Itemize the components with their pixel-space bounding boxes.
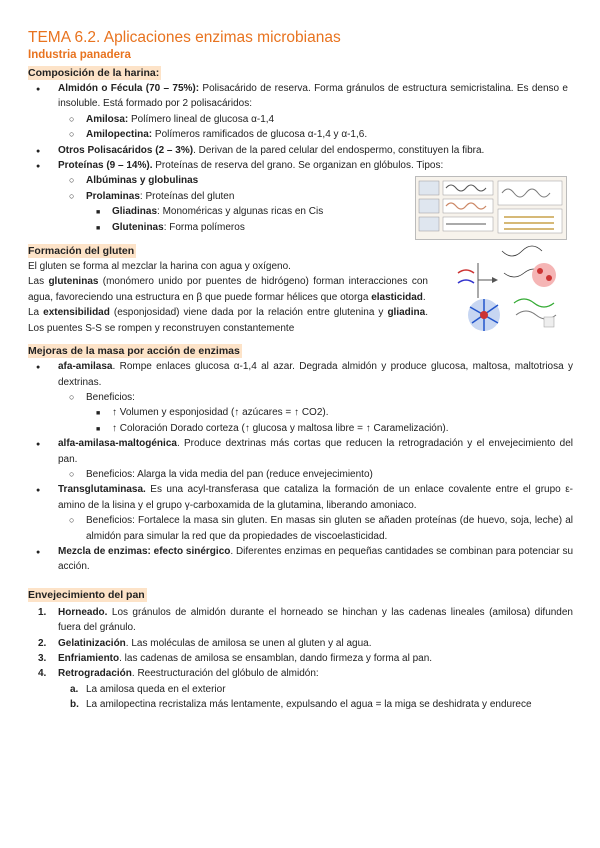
list-item: ● Almidón o Fécula (70 – 75%): Polisacárido de reserva. Forma gránulos de estructura semicristalina. Es denso e insoluble. Está formado por 2 polisacáridos: ○ Amilosa: Polímero lineal de glucosa α-1,4 ○ Amilopectina: Polímeros ramificados de glucosa α-1,4 y α-1,6. — [58, 81, 568, 143]
list-item: ■ Gluteninas: Forma polímeros — [112, 220, 573, 235]
paragraph: La extensibilidad (esponjosidad) viene dada por la relación entre glutenina y gliadina. Los puentes S-S se rompen y reconstruyen constantemente — [28, 307, 429, 334]
heading-envejecimiento: Envejecimiento del pan — [28, 588, 145, 601]
list-item: ○ Beneficios: Fortalece la masa sin gluten. En masas sin gluten se añaden proteínas (de huevo, soja, leche) al almidón para simular la red que da propiedades de viscoelasticidad. — [86, 513, 573, 544]
list-item: ○ Prolaminas: Proteínas del gluten ■ Gliadinas: Monoméricas y algunas ricas en Cis ■ Gluteninas: Forma polímeros — [86, 189, 573, 235]
gluten-network-figure — [454, 243, 570, 335]
list-item: ○ Beneficios: Alarga la vida media del pan (reduce envejecimiento) — [86, 467, 573, 482]
list-item: ○ Amilopectina: Polímeros ramificados de glucosa α-1,4 y α-1,6. — [86, 127, 568, 142]
list-item: ● alfa-amilasa-maltogénica. Produce dextrinas más cortas que reducen la retrogradación y el envejecimiento del pan. ○ Beneficios: Alarga la vida media del pan (reduce envejecimiento) — [58, 436, 573, 482]
gluten-network-diagram — [454, 243, 570, 335]
list-item: 4. Retrogradación. Reestructuración del glóbulo de almidón: a. La amilosa queda en el exterior b. La amilopectina recristaliza más lentamente, expulsando el agua = la miga se deshidrata y endurece — [58, 666, 573, 712]
list-item: ● Mezcla de enzimas: efecto sinérgico. Diferentes enzimas en pequeñas cantidades se combinan para potenciar su acción. — [58, 544, 573, 575]
protein-structure-figure — [415, 176, 567, 240]
list-item: b. La amilopectina recristaliza más lentamente, expulsando el agua = la miga se deshidrata y endurece — [70, 699, 532, 711]
protein-structure-diagram — [416, 177, 566, 239]
list-item: ■ ↑ Coloración Dorado corteza (↑ glucosa y maltosa libre = ↑ Caramelización). — [112, 421, 573, 436]
document-page — [28, 28, 573, 713]
list-item: ● Proteínas (9 – 14%). Proteínas de reserva del grano. Se organizan en glóbulos. Tipos: ○ Albúminas y globulinas ○ Prolaminas: Proteínas del gluten ■ Gliadinas: Monoméricas y algunas ricas en Cis ■ Gluteninas: Forma polímeros — [58, 158, 573, 235]
list-item: ■ Gliadinas: Monoméricas y algunas ricas en Cis — [112, 204, 573, 219]
heading-formacion: Formación del gluten — [28, 245, 135, 258]
page-title: TEMA 6.2. Aplicaciones enzimas microbianas — [28, 29, 341, 46]
list-item: 1. Horneado. Los gránulos de almidón durante el horneado se hinchan y las cadenas lineales (amilosa) difunden fuera del gránulo. — [38, 606, 573, 634]
list-item: ■ ↑ Volumen y esponjosidad (↑ azúcares = ↑ CO2). — [112, 405, 573, 420]
section-formacion — [28, 241, 428, 336]
list-item: ○ Beneficios: ■ ↑ Volumen y esponjosidad (↑ azúcares = ↑ CO2). ■ ↑ Coloración Dorado corteza (↑ glucosa y maltosa libre = ↑ Caramelización). — [86, 390, 573, 436]
paragraph: Las gluteninas (monómero unido por puentes de hidrógeno) forman interacciones con agua, favoreciendo una estructura en β que puede formar hélices que otorga elasticidad. — [28, 276, 428, 303]
list-item: ○ Amilosa: Polímero lineal de glucosa α-1,4 — [86, 112, 568, 127]
list-item: 3. Enfriamiento. las cadenas de amilosa se ensamblan, dando firmeza y forma al pan. — [38, 653, 433, 664]
section-subtitle: Industria panadera — [28, 49, 131, 61]
list-item: ● Otros Polisacáridos (2 – 3%). Derivan de la pared celular del endospermo, constituyen la fibra. — [58, 143, 573, 158]
list-item: 2. Gelatinización. Las moléculas de amilosa se unen al gluten y al agua. — [38, 637, 372, 649]
section-mejoras — [28, 341, 573, 575]
section-envejecimiento — [28, 585, 573, 713]
list-item: ● Transglutaminasa. Es una acyl-transferasa que cataliza la formación de un enlace covalente entre el grupo ε-amino de la lisina y el grupo γ-carboxamida de la glutamina, liberando amoniaco. ○ Beneficios: Fortalece la masa sin gluten. En masas sin gluten se añaden proteínas (de huevo, soja, leche) al almidón para simular la red que da propiedades de viscoelasticidad. — [58, 482, 573, 544]
list-item: ● afa-amilasa. Rompe enlaces glucosa α-1,4 al azar. Degrada almidón y produce glucosa, maltosa, maltotriosa y dextrinas. ○ Beneficios: ■ ↑ Volumen y esponjosidad (↑ azúcares = ↑ CO2). ■ ↑ Coloración Dorado corteza (↑ glucosa y maltosa libre = ↑ Caramelización). — [58, 359, 573, 436]
list-item: ○ Albúminas y globulinas — [86, 173, 573, 188]
paragraph: El gluten se forma al mezclar la harina con agua y oxígeno. — [28, 261, 291, 273]
heading-mejoras: Mejoras de la masa por acción de enzimas — [28, 345, 240, 358]
heading-composicion: Composición de la harina: — [28, 67, 160, 79]
list-item: a. La amilosa queda en el exterior — [70, 683, 226, 695]
